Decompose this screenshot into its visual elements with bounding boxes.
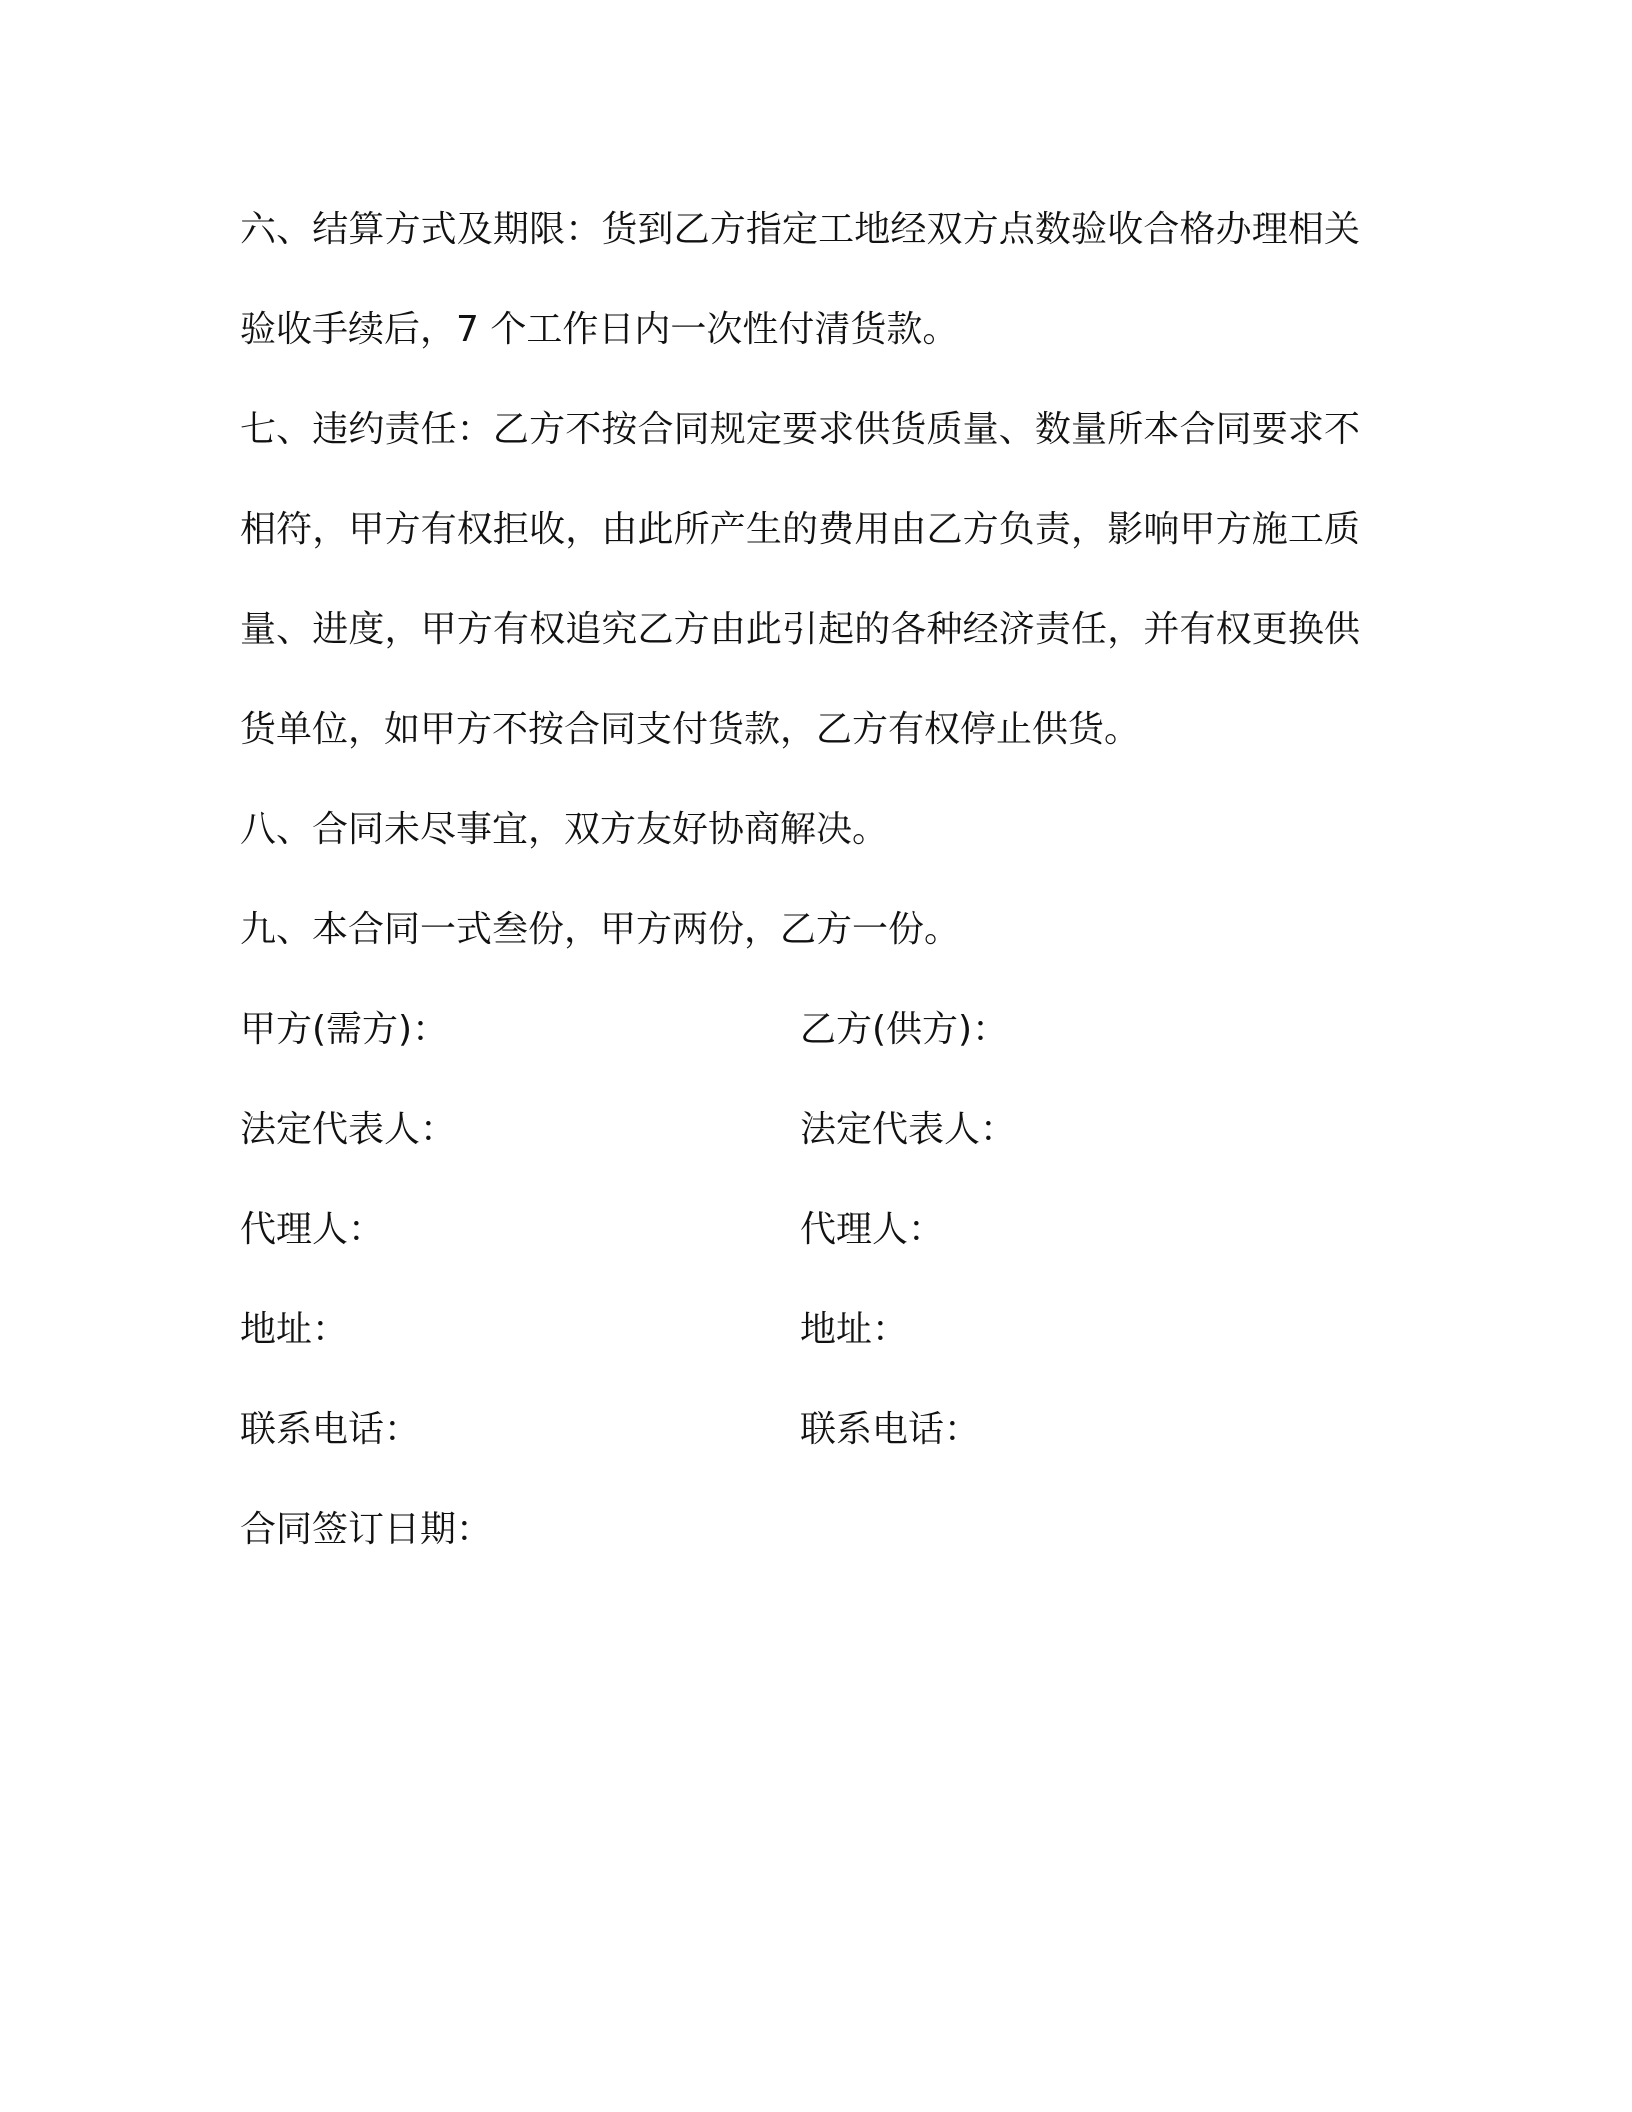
party-b-address-label: 地址： (800, 1309, 909, 1350)
party-b-legal-rep-label: 法定代表人： (800, 1109, 1017, 1150)
party-a-legal-rep-label: 法定代表人： (240, 1109, 457, 1150)
signature-row-legal-rep (240, 1080, 1360, 1180)
signature-row-date (240, 1480, 1360, 1580)
clause-settlement: 六、结算方式及期限：货到乙方指定工地经双方点数验收合格办理相关验收手续后，7 个工作日内一次性付清货款。 (240, 209, 1360, 350)
clause-copies: 九、本合同一式叁份，甲方两份，乙方一份。 (240, 909, 961, 950)
party-a-phone-label: 联系电话： (240, 1409, 421, 1450)
party-a-address-label: 地址： (240, 1309, 349, 1350)
contract-body (240, 180, 1360, 1580)
party-a-label: 甲方(需方)： (240, 1009, 449, 1050)
signature-row-party (240, 980, 1360, 1080)
signature-row-agent (240, 1180, 1360, 1280)
clause-unresolved-matters: 八、合同未尽事宜，双方友好协商解决。 (240, 809, 889, 850)
signature-row-phone (240, 1380, 1360, 1480)
party-b-agent-label: 代理人： (800, 1209, 945, 1250)
clause-liability: 七、违约责任：乙方不按合同规定要求供货质量、数量所本合同要求不相符，甲方有权拒收，由此所产生的费用由乙方负责，影响甲方施工质量、进度，甲方有权追究乙方由此引起的各种经济责任，并有权更换供货单位，如甲方不按合同支付货款，乙方有权停止供货。 (240, 409, 1360, 750)
party-b-label: 乙方(供方)： (800, 1009, 1009, 1050)
party-a-agent-label: 代理人： (240, 1209, 385, 1250)
signature-row-address (240, 1280, 1360, 1380)
contract-date-label: 合同签订日期： (240, 1509, 493, 1550)
signature-block (240, 980, 1360, 1580)
party-b-phone-label: 联系电话： (800, 1409, 981, 1450)
